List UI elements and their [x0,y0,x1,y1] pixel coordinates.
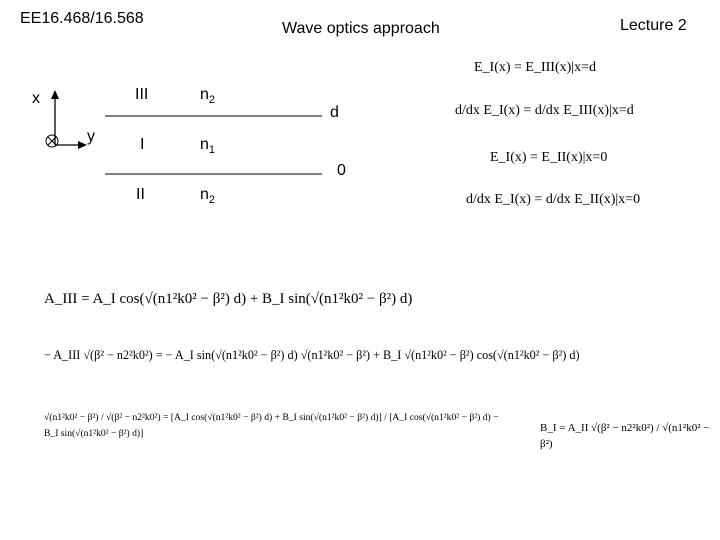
region-label-ii: II [136,186,145,203]
region-index-iii: $n_2$ [200,86,216,107]
equation-coefficient-bi: B_I = A_II √(β² − n2²k0²) / √(n1²k0² − β²) [540,422,710,450]
boundary-condition-4: d/dx E_I(x) = d/dx E_II(x)|x=0 [466,192,641,207]
region-index-ii: $n_2$ [200,186,216,207]
equation-derivative-continuity: − A_III √(β² − n2²k0²) = − A_I sin(√(n1²k0² − β²) d) √(n1²k0² − β²) + B_I √(n1²k0² − β²) cos(√(n1²k0² − β²) d) [44,348,580,362]
axis-y-label: y [87,128,95,145]
boundary-label-0: 0 [337,162,346,179]
equation-field-continuity: A_III = A_I cos(√(n1²k0² − β²) d) + B_I sin(√(n1²k0² − β²) d) [44,291,413,307]
boundary-condition-2: d/dx E_I(x) = d/dx E_III(x)|x=d [455,103,634,118]
axis-x-label: x [32,90,40,107]
equation-ratio: √(n1²k0² − β²) / √(β² − n2²k0²) = [A_I cos(√(n1²k0² − β²) d) + B_I sin(√(n1²k0² − β²) d)] / [A_I cos(√(n1²k0² − β²) d) − B_I sin(√(n1²k0² − β²) d)] [44,412,499,439]
boundary-label-d: d [330,104,339,121]
slide-title: Wave optics approach [282,20,440,37]
lecture-number: Lecture 2 [620,17,687,34]
region-label-i: I [140,136,145,153]
region-label-iii: III [135,86,149,103]
boundary-condition-3: E_I(x) = E_II(x)|x=0 [490,150,608,165]
course-code: EE16.468/16.568 [20,10,144,27]
boundary-condition-1: E_I(x) = E_III(x)|x=d [474,60,596,75]
region-index-i: $n_1$ [200,136,216,157]
